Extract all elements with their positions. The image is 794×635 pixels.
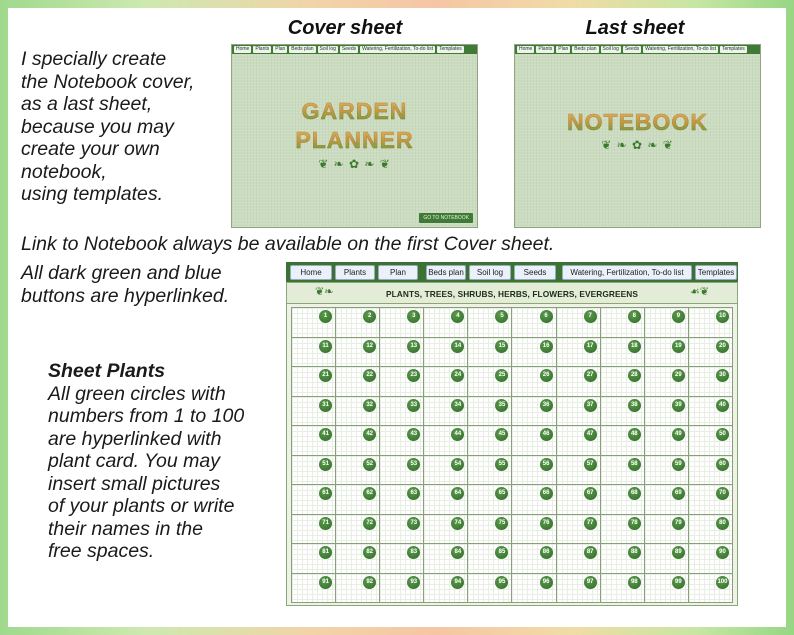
- plant-number-circle[interactable]: 21: [319, 369, 332, 382]
- plant-cell[interactable]: [336, 574, 380, 604]
- plant-cell[interactable]: [380, 308, 424, 338]
- plant-cell[interactable]: [292, 338, 336, 368]
- plant-cell[interactable]: [645, 574, 689, 604]
- plant-number-circle[interactable]: 14: [451, 340, 464, 353]
- sheet-plants-line: are hyperlinked with: [48, 427, 222, 450]
- nav-seeds-button[interactable]: Seeds: [514, 265, 556, 280]
- plant-cell[interactable]: [512, 456, 556, 486]
- plant-number-circle[interactable]: 71: [319, 517, 332, 530]
- plant-number-circle[interactable]: 38: [628, 399, 641, 412]
- plant-number-circle[interactable]: 44: [451, 428, 464, 441]
- mini-nav-item: Beds plan: [574, 46, 597, 52]
- plants-nav-bar: [286, 262, 738, 282]
- plant-cell[interactable]: [336, 367, 380, 397]
- plant-number-circle[interactable]: 23: [407, 369, 420, 382]
- plant-cell[interactable]: [468, 456, 512, 486]
- buttons-note-line: buttons are hyperlinked.: [21, 284, 230, 307]
- plants-sheet: [286, 282, 738, 606]
- plant-cell[interactable]: [468, 338, 512, 368]
- plant-number-circle[interactable]: 77: [584, 517, 597, 530]
- plant-number-circle[interactable]: 1: [319, 310, 332, 323]
- plant-cell[interactable]: [645, 338, 689, 368]
- sheet-plants-line: insert small pictures: [48, 472, 221, 495]
- plant-cell[interactable]: [468, 485, 512, 515]
- plant-number-circle[interactable]: 47: [584, 428, 597, 441]
- plant-number-circle[interactable]: 27: [584, 369, 597, 382]
- sheet-plants-line: of your plants or write: [48, 495, 235, 517]
- plant-cell[interactable]: [424, 426, 468, 456]
- plant-cell[interactable]: [645, 367, 689, 397]
- plant-number-circle[interactable]: 33: [407, 399, 420, 412]
- plant-cell[interactable]: [380, 574, 424, 604]
- nav-beds-plan-button[interactable]: Beds plan: [426, 265, 466, 280]
- intro-text: [21, 48, 194, 206]
- plants-header: [287, 283, 737, 304]
- plant-cell[interactable]: [468, 574, 512, 604]
- nav-plan-button[interactable]: Plan: [378, 265, 418, 280]
- plant-number-circle[interactable]: 98: [628, 576, 641, 589]
- plant-number-circle[interactable]: 83: [407, 546, 420, 559]
- plant-cell[interactable]: [468, 426, 512, 456]
- plant-number-circle[interactable]: 43: [407, 428, 420, 441]
- plant-cell[interactable]: [380, 515, 424, 545]
- plant-cell[interactable]: [689, 574, 733, 604]
- plant-cell[interactable]: [336, 426, 380, 456]
- plant-number-circle[interactable]: 93: [407, 576, 420, 589]
- plant-number-circle[interactable]: 8: [628, 310, 641, 323]
- mini-nav-item: Soil log: [319, 46, 336, 52]
- mini-nav-item: Watering, Fertilization, To-do list: [645, 46, 716, 52]
- plant-cell[interactable]: [557, 367, 601, 397]
- plant-cell[interactable]: [380, 426, 424, 456]
- plant-number-circle[interactable]: 24: [451, 369, 464, 382]
- plant-number-circle[interactable]: 76: [540, 517, 553, 530]
- plant-cell[interactable]: [512, 574, 556, 604]
- plants-title: PLANTS, TREES, SHRUBS, HERBS, FLOWERS, EVERGREENS: [386, 289, 638, 299]
- plant-cell[interactable]: [689, 308, 733, 338]
- plant-cell[interactable]: [601, 515, 645, 545]
- cover-sheet-preview[interactable]: [231, 44, 478, 228]
- plant-number-circle[interactable]: 40: [716, 399, 729, 412]
- intro-line: as a last sheet,: [21, 93, 153, 115]
- plant-number-circle[interactable]: 16: [540, 340, 553, 353]
- plant-cell[interactable]: [601, 485, 645, 515]
- plant-cell[interactable]: [689, 485, 733, 515]
- plant-cell[interactable]: [292, 544, 336, 574]
- plant-cell[interactable]: [645, 485, 689, 515]
- plant-cell[interactable]: [380, 338, 424, 368]
- plant-cell[interactable]: [512, 308, 556, 338]
- plant-number-circle[interactable]: 34: [451, 399, 464, 412]
- link-note: Link to Notebook always be available on the first Cover sheet.: [21, 233, 555, 255]
- plant-cell[interactable]: [557, 574, 601, 604]
- plant-cell[interactable]: [512, 485, 556, 515]
- plant-number-circle[interactable]: 57: [584, 458, 597, 471]
- cover-title-line2: PLANNER: [232, 127, 477, 154]
- nav-home-button[interactable]: Home: [290, 265, 332, 280]
- flourish-icon: ☙❦: [689, 286, 709, 298]
- plant-number-circle[interactable]: 39: [672, 399, 685, 412]
- plant-number-circle[interactable]: 72: [363, 517, 376, 530]
- sheet-plants-line: All green circles with: [48, 382, 226, 405]
- mini-nav-item: Seeds: [341, 46, 357, 52]
- plant-cell[interactable]: [601, 574, 645, 604]
- plant-cell[interactable]: [645, 397, 689, 427]
- plant-cell[interactable]: [557, 485, 601, 515]
- plant-number-circle[interactable]: 48: [628, 428, 641, 441]
- plant-cell[interactable]: [292, 426, 336, 456]
- plant-cell[interactable]: [512, 544, 556, 574]
- plant-number-circle[interactable]: 91: [319, 576, 332, 589]
- plant-number-circle[interactable]: 67: [584, 487, 597, 500]
- plant-number-circle[interactable]: 30: [716, 369, 729, 382]
- plant-cell[interactable]: [512, 397, 556, 427]
- plant-number-circle[interactable]: 96: [540, 576, 553, 589]
- intro-line: using templates.: [21, 183, 163, 205]
- plant-number-circle[interactable]: 42: [363, 428, 376, 441]
- plant-cell[interactable]: [557, 308, 601, 338]
- plant-cell[interactable]: [336, 485, 380, 515]
- plant-number-circle[interactable]: 59: [672, 458, 685, 471]
- plant-number-circle[interactable]: 56: [540, 458, 553, 471]
- plant-number-circle[interactable]: 89: [672, 546, 685, 559]
- plant-cell[interactable]: [689, 426, 733, 456]
- plant-number-circle[interactable]: 70: [716, 487, 729, 500]
- plant-number-circle[interactable]: 84: [451, 546, 464, 559]
- plant-number-circle[interactable]: 92: [363, 576, 376, 589]
- plant-cell[interactable]: [292, 515, 336, 545]
- sheet-plants-line: free spaces.: [48, 540, 155, 562]
- plant-number-circle[interactable]: 9: [672, 310, 685, 323]
- plant-number-circle[interactable]: 60: [716, 458, 729, 471]
- plant-number-circle[interactable]: 29: [672, 369, 685, 382]
- plant-number-circle[interactable]: 49: [672, 428, 685, 441]
- plant-number-circle[interactable]: 28: [628, 369, 641, 382]
- last-sheet-preview[interactable]: [514, 44, 761, 228]
- plant-cell[interactable]: [292, 367, 336, 397]
- plant-number-circle[interactable]: 7: [584, 310, 597, 323]
- plant-number-circle[interactable]: 75: [495, 517, 508, 530]
- plant-number-circle[interactable]: 4: [451, 310, 464, 323]
- plant-cell[interactable]: [557, 544, 601, 574]
- mini-nav-item: Plants: [255, 46, 270, 52]
- plant-number-circle[interactable]: 2: [363, 310, 376, 323]
- sheet-plants-line: numbers from 1 to 100: [48, 405, 245, 427]
- nav-plants-button[interactable]: Plants: [335, 265, 375, 280]
- plant-cell[interactable]: [424, 515, 468, 545]
- intro-line: create your own: [21, 138, 160, 160]
- plant-number-circle[interactable]: 5: [495, 310, 508, 323]
- plant-number-circle[interactable]: 6: [540, 310, 553, 323]
- plant-cell[interactable]: [645, 515, 689, 545]
- last-title: NOTEBOOK: [515, 109, 760, 136]
- plant-number-circle[interactable]: 12: [363, 340, 376, 353]
- plant-cell[interactable]: [601, 456, 645, 486]
- plant-cell[interactable]: [380, 397, 424, 427]
- plant-cell[interactable]: [645, 308, 689, 338]
- plant-cell[interactable]: [380, 367, 424, 397]
- plant-number-circle[interactable]: 13: [407, 340, 420, 353]
- plant-cell[interactable]: [689, 515, 733, 545]
- plant-cell[interactable]: [468, 367, 512, 397]
- plant-cell[interactable]: [689, 456, 733, 486]
- plant-cell[interactable]: [601, 367, 645, 397]
- plant-number-circle[interactable]: 36: [540, 399, 553, 412]
- plant-grid: [291, 307, 733, 603]
- mini-nav: [232, 45, 477, 54]
- plant-cell[interactable]: [512, 338, 556, 368]
- plant-cell[interactable]: [601, 544, 645, 574]
- plant-cell[interactable]: [601, 308, 645, 338]
- plant-cell[interactable]: [336, 515, 380, 545]
- plant-number-circle[interactable]: 88: [628, 546, 641, 559]
- plant-number-circle[interactable]: 95: [495, 576, 508, 589]
- mini-nav-item: Seeds: [624, 46, 640, 52]
- plant-cell[interactable]: [601, 426, 645, 456]
- plant-cell[interactable]: [292, 308, 336, 338]
- plant-number-circle[interactable]: 3: [407, 310, 420, 323]
- plant-number-circle[interactable]: 22: [363, 369, 376, 382]
- intro-line: the Notebook cover,: [21, 70, 195, 93]
- plant-cell[interactable]: [336, 456, 380, 486]
- mini-nav: [515, 45, 760, 54]
- plant-number-circle[interactable]: 53: [407, 458, 420, 471]
- plant-number-circle[interactable]: 45: [495, 428, 508, 441]
- plant-cell[interactable]: [512, 515, 556, 545]
- buttons-note-line: All dark green and blue: [21, 262, 222, 284]
- plant-cell[interactable]: [292, 485, 336, 515]
- plant-number-circle[interactable]: 66: [540, 487, 553, 500]
- sheet-plants-title: Sheet Plants: [48, 360, 166, 382]
- plant-cell[interactable]: [645, 426, 689, 456]
- plant-cell[interactable]: [689, 544, 733, 574]
- plant-cell[interactable]: [468, 397, 512, 427]
- plant-number-circle[interactable]: 50: [716, 428, 729, 441]
- plant-cell[interactable]: [336, 308, 380, 338]
- plant-cell[interactable]: [557, 456, 601, 486]
- plant-number-circle[interactable]: 78: [628, 517, 641, 530]
- plant-cell[interactable]: [645, 456, 689, 486]
- plant-cell[interactable]: [292, 397, 336, 427]
- plant-cell[interactable]: [336, 544, 380, 574]
- plant-number-circle[interactable]: 17: [584, 340, 597, 353]
- mini-nav-item: Soil log: [602, 46, 619, 52]
- plant-number-circle[interactable]: 61: [319, 487, 332, 500]
- plant-cell[interactable]: [424, 574, 468, 604]
- mini-nav-item: Home: [236, 46, 250, 52]
- plant-number-circle[interactable]: 54: [451, 458, 464, 471]
- plant-number-circle[interactable]: 86: [540, 546, 553, 559]
- cover-title-line1: GARDEN: [232, 98, 477, 125]
- plant-cell[interactable]: [424, 397, 468, 427]
- plant-number-circle[interactable]: 25: [495, 369, 508, 382]
- plant-cell[interactable]: [336, 338, 380, 368]
- flourish-icon: ❦❧: [315, 286, 334, 298]
- plant-number-circle[interactable]: 68: [628, 487, 641, 500]
- plant-number-circle[interactable]: 69: [672, 487, 685, 500]
- plant-cell[interactable]: [424, 367, 468, 397]
- plant-cell[interactable]: [424, 456, 468, 486]
- sheet-plants-line: their names in the: [48, 517, 204, 540]
- plant-number-circle[interactable]: 79: [672, 517, 685, 530]
- plant-number-circle[interactable]: 55: [495, 458, 508, 471]
- plant-cell[interactable]: [689, 397, 733, 427]
- plant-number-circle[interactable]: 51: [319, 458, 332, 471]
- plant-number-circle[interactable]: 62: [363, 487, 376, 500]
- plant-cell[interactable]: [557, 426, 601, 456]
- plant-number-circle[interactable]: 46: [540, 428, 553, 441]
- mini-nav-item: Plan: [275, 46, 286, 52]
- vine-ornament-icon: ❦ ❧ ✿ ❧ ❦: [318, 157, 391, 171]
- plant-number-circle[interactable]: 32: [363, 399, 376, 412]
- plant-cell[interactable]: [557, 338, 601, 368]
- plant-cell[interactable]: [557, 515, 601, 545]
- mini-nav-item: Watering, Fertilization, To-do list: [362, 46, 433, 52]
- plant-cell[interactable]: [424, 544, 468, 574]
- intro-line: because you may: [21, 115, 174, 138]
- plant-number-circle[interactable]: 99: [672, 576, 685, 589]
- plant-cell[interactable]: [424, 338, 468, 368]
- plant-cell[interactable]: [292, 456, 336, 486]
- mini-nav-item: Templates: [438, 46, 462, 52]
- plant-number-circle[interactable]: 41: [319, 428, 332, 441]
- plant-number-circle[interactable]: 82: [363, 546, 376, 559]
- plant-cell[interactable]: [380, 544, 424, 574]
- plant-number-circle[interactable]: 20: [716, 340, 729, 353]
- plant-number-circle[interactable]: 10: [716, 310, 729, 323]
- plant-cell[interactable]: [336, 397, 380, 427]
- plant-number-circle[interactable]: 97: [584, 576, 597, 589]
- plant-number-circle[interactable]: 87: [584, 546, 597, 559]
- go-to-notebook-button[interactable]: GO TO NOTEBOOK: [419, 213, 473, 223]
- plant-number-circle[interactable]: 94: [451, 576, 464, 589]
- plant-cell[interactable]: [380, 485, 424, 515]
- plant-number-circle[interactable]: 74: [451, 517, 464, 530]
- nav-watering-button[interactable]: Watering, Fertilization, To-do list: [562, 265, 692, 280]
- plant-number-circle[interactable]: 19: [672, 340, 685, 353]
- plant-cell[interactable]: [557, 397, 601, 427]
- plant-cell[interactable]: [689, 338, 733, 368]
- plant-cell[interactable]: [512, 426, 556, 456]
- plant-number-circle[interactable]: 81: [319, 546, 332, 559]
- sheet-plants-line: plant card. You may: [48, 450, 220, 472]
- nav-templates-button[interactable]: Templates: [695, 265, 737, 280]
- nav-soil-log-button[interactable]: Soil log: [469, 265, 511, 280]
- plant-cell[interactable]: [689, 367, 733, 397]
- plant-number-circle[interactable]: 58: [628, 458, 641, 471]
- plant-cell[interactable]: [468, 544, 512, 574]
- plant-cell[interactable]: [645, 544, 689, 574]
- cover-sheet-heading: Cover sheet: [287, 17, 403, 39]
- plant-cell[interactable]: [468, 515, 512, 545]
- plant-number-circle[interactable]: 65: [495, 487, 508, 500]
- plant-number-circle[interactable]: 64: [451, 487, 464, 500]
- plant-number-circle[interactable]: 18: [628, 340, 641, 353]
- mini-nav-item: Beds plan: [291, 46, 314, 52]
- plant-cell[interactable]: [468, 308, 512, 338]
- plant-cell[interactable]: [424, 308, 468, 338]
- plant-number-circle[interactable]: 11: [319, 340, 332, 353]
- plant-number-circle[interactable]: 80: [716, 517, 729, 530]
- mini-nav-item: Plants: [538, 46, 553, 52]
- plant-number-circle[interactable]: 26: [540, 369, 553, 382]
- sheet-plants-text: [48, 360, 244, 563]
- plant-cell[interactable]: [424, 485, 468, 515]
- buttons-note: [21, 262, 229, 307]
- intro-line: notebook,: [21, 160, 107, 183]
- plant-cell[interactable]: [292, 574, 336, 604]
- mini-nav-item: Templates: [721, 46, 745, 52]
- plant-number-circle[interactable]: 73: [407, 517, 420, 530]
- plant-number-circle[interactable]: 90: [716, 546, 729, 559]
- plant-cell[interactable]: [601, 338, 645, 368]
- plant-number-circle[interactable]: 31: [319, 399, 332, 412]
- plant-number-circle[interactable]: 100: [716, 576, 729, 589]
- plant-number-circle[interactable]: 37: [584, 399, 597, 412]
- plant-cell[interactable]: [380, 456, 424, 486]
- last-sheet-heading: Last sheet: [585, 17, 685, 39]
- intro-line: I specially create: [21, 48, 167, 70]
- plant-number-circle[interactable]: 85: [495, 546, 508, 559]
- mini-nav-item: Plan: [558, 46, 569, 52]
- plant-number-circle[interactable]: 52: [363, 458, 376, 471]
- vine-ornament-icon: ❦ ❧ ✿ ❧ ❦: [601, 138, 674, 152]
- mini-nav-item: Home: [519, 46, 533, 52]
- plant-number-circle[interactable]: 35: [495, 399, 508, 412]
- plant-cell[interactable]: [601, 397, 645, 427]
- plant-number-circle[interactable]: 63: [407, 487, 420, 500]
- plant-number-circle[interactable]: 15: [495, 340, 508, 353]
- plant-cell[interactable]: [512, 367, 556, 397]
